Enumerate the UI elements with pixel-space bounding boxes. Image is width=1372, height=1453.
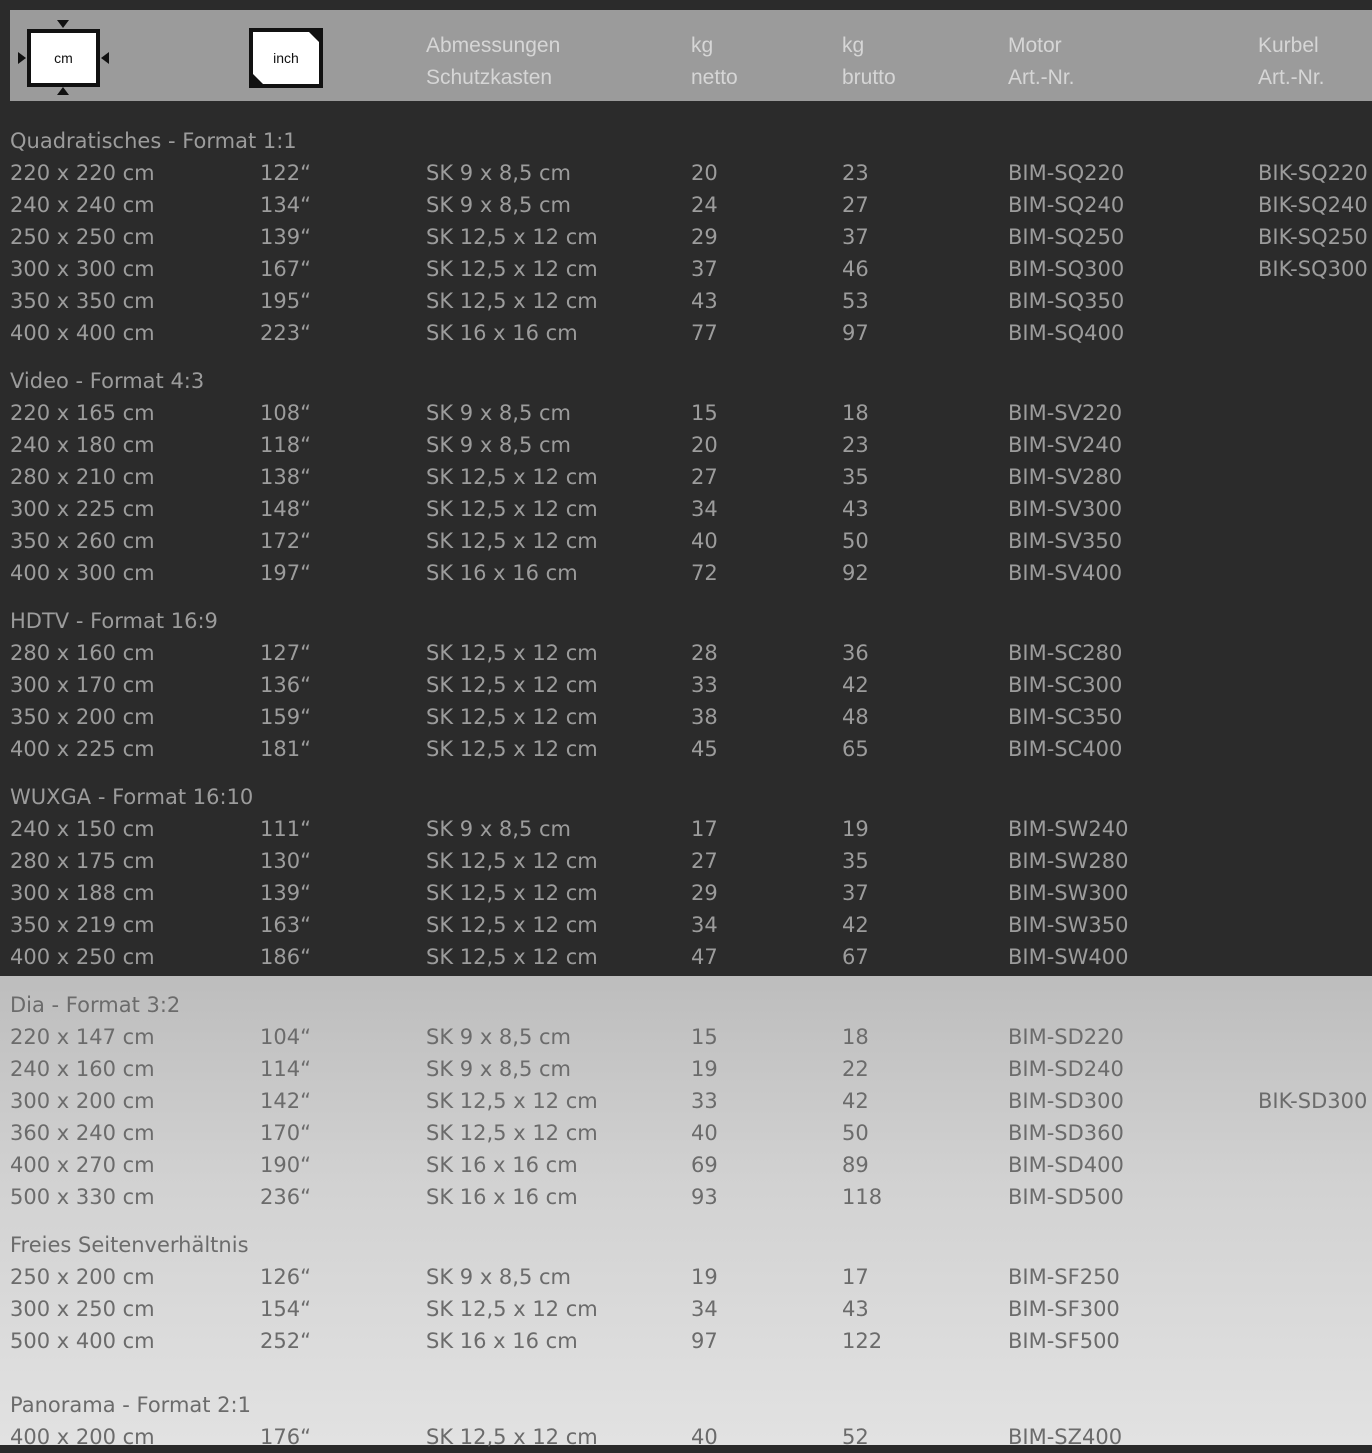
dimensions-cell: 400 x 400 cm xyxy=(10,321,155,345)
table-row xyxy=(0,557,1372,589)
dimensions-cell: 350 x 260 cm xyxy=(10,529,155,553)
crank-article-cell: BIK-SQ250 xyxy=(1258,225,1368,249)
diagonal-cell: 154“ xyxy=(260,1297,311,1321)
column-header-abmessungen: Abmessungen Schutzkasten xyxy=(426,34,561,89)
table-row xyxy=(0,525,1372,557)
housing-cell: SK 12,5 x 12 cm xyxy=(426,465,598,489)
table-row xyxy=(0,221,1372,253)
netto-weight-cell: 19 xyxy=(691,1057,718,1081)
diagonal-cell: 190“ xyxy=(260,1153,311,1177)
dimensions-cell: 280 x 175 cm xyxy=(10,849,155,873)
table-row xyxy=(0,253,1372,285)
diagonal-cell: 167“ xyxy=(260,257,311,281)
dimensions-cell: 400 x 300 cm xyxy=(10,561,155,585)
diagonal-cell: 142“ xyxy=(260,1089,311,1113)
brutto-weight-cell: 19 xyxy=(842,817,869,841)
netto-weight-cell: 45 xyxy=(691,737,718,761)
table-row xyxy=(0,877,1372,909)
housing-cell: SK 9 x 8,5 cm xyxy=(426,817,571,841)
dimensions-cell: 300 x 200 cm xyxy=(10,1089,155,1113)
diagonal-cell: 114“ xyxy=(260,1057,311,1081)
netto-weight-cell: 69 xyxy=(691,1153,718,1177)
diagonal-cell: 118“ xyxy=(260,433,311,457)
section-title: Dia - Format 3:2 xyxy=(10,993,181,1017)
brutto-weight-cell: 43 xyxy=(842,1297,869,1321)
netto-weight-cell: 15 xyxy=(691,401,718,425)
housing-cell: SK 12,5 x 12 cm xyxy=(426,497,598,521)
diagonal-cell: 159“ xyxy=(260,705,311,729)
diagonal-cell: 186“ xyxy=(260,945,311,969)
table-row xyxy=(0,189,1372,221)
table-row xyxy=(0,429,1372,461)
dimensions-cell: 240 x 180 cm xyxy=(10,433,155,457)
motor-article-cell: BIM-SQ350 xyxy=(1008,289,1125,313)
dimensions-cell: 350 x 200 cm xyxy=(10,705,155,729)
dimensions-cell: 400 x 225 cm xyxy=(10,737,155,761)
diagonal-cell: 252“ xyxy=(260,1329,311,1353)
netto-weight-cell: 40 xyxy=(691,1121,718,1145)
brutto-weight-cell: 46 xyxy=(842,257,869,281)
brutto-weight-cell: 118 xyxy=(842,1185,883,1209)
brutto-weight-cell: 17 xyxy=(842,1265,869,1289)
section-title: Video - Format 4:3 xyxy=(10,369,205,393)
brutto-weight-cell: 42 xyxy=(842,913,869,937)
diagonal-cell: 111“ xyxy=(260,817,311,841)
table-row xyxy=(0,1261,1372,1293)
dimensions-cell: 220 x 147 cm xyxy=(10,1025,155,1049)
diagonal-cell: 170“ xyxy=(260,1121,311,1145)
netto-weight-cell: 24 xyxy=(691,193,718,217)
column-header-kg-netto: kg netto xyxy=(691,34,738,89)
diagonal-cell: 130“ xyxy=(260,849,311,873)
motor-article-cell: BIM-SQ240 xyxy=(1008,193,1125,217)
housing-cell: SK 12,5 x 12 cm xyxy=(426,1121,598,1145)
diagonal-cell: 163“ xyxy=(260,913,311,937)
table-row xyxy=(0,813,1372,845)
netto-weight-cell: 77 xyxy=(691,321,718,345)
crank-article-cell: BIK-SQ240 xyxy=(1258,193,1368,217)
housing-cell: SK 12,5 x 12 cm xyxy=(426,289,598,313)
motor-article-cell: BIM-SQ400 xyxy=(1008,321,1125,345)
motor-article-cell: BIM-SZ400 xyxy=(1008,1425,1123,1449)
diagonal-cell: 136“ xyxy=(260,673,311,697)
housing-cell: SK 9 x 8,5 cm xyxy=(426,1025,571,1049)
brutto-weight-cell: 92 xyxy=(842,561,869,585)
housing-cell: SK 9 x 8,5 cm xyxy=(426,161,571,185)
table-row xyxy=(0,285,1372,317)
motor-article-cell: BIM-SF300 xyxy=(1008,1297,1120,1321)
table-row xyxy=(0,637,1372,669)
dimensions-cell: 240 x 160 cm xyxy=(10,1057,155,1081)
motor-article-cell: BIM-SW240 xyxy=(1008,817,1129,841)
housing-cell: SK 16 x 16 cm xyxy=(426,1329,578,1353)
brutto-weight-cell: 18 xyxy=(842,401,869,425)
housing-cell: SK 9 x 8,5 cm xyxy=(426,433,571,457)
brutto-weight-cell: 65 xyxy=(842,737,869,761)
housing-cell: SK 12,5 x 12 cm xyxy=(426,849,598,873)
dimensions-cell: 300 x 170 cm xyxy=(10,673,155,697)
dimensions-cell: 300 x 188 cm xyxy=(10,881,155,905)
section-title: Quadratisches - Format 1:1 xyxy=(10,129,297,153)
brutto-weight-cell: 18 xyxy=(842,1025,869,1049)
table-row xyxy=(0,157,1372,189)
motor-article-cell: BIM-SQ220 xyxy=(1008,161,1125,185)
motor-article-cell: BIM-SC400 xyxy=(1008,737,1123,761)
motor-article-cell: BIM-SV220 xyxy=(1008,401,1123,425)
diagonal-cell: 134“ xyxy=(260,193,311,217)
table-row xyxy=(0,461,1372,493)
dimensions-cell: 500 x 400 cm xyxy=(10,1329,155,1353)
dimensions-cell: 400 x 200 cm xyxy=(10,1425,155,1449)
inch-icon-label: inch xyxy=(249,28,323,88)
diagonal-cell: 195“ xyxy=(260,289,311,313)
netto-weight-cell: 20 xyxy=(691,433,718,457)
netto-weight-cell: 29 xyxy=(691,881,718,905)
column-header-kurbel: Kurbel Art.-Nr. xyxy=(1258,34,1325,89)
table-row xyxy=(0,701,1372,733)
housing-cell: SK 16 x 16 cm xyxy=(426,321,578,345)
diagonal-cell: 126“ xyxy=(260,1265,311,1289)
dimensions-cell: 350 x 350 cm xyxy=(10,289,155,313)
netto-weight-cell: 97 xyxy=(691,1329,718,1353)
dimensions-cell: 250 x 250 cm xyxy=(10,225,155,249)
housing-cell: SK 12,5 x 12 cm xyxy=(426,1297,598,1321)
brutto-weight-cell: 36 xyxy=(842,641,869,665)
brutto-weight-cell: 37 xyxy=(842,881,869,905)
diagonal-cell: 139“ xyxy=(260,881,311,905)
housing-cell: SK 16 x 16 cm xyxy=(426,1185,578,1209)
motor-article-cell: BIM-SD360 xyxy=(1008,1121,1124,1145)
motor-article-cell: BIM-SC350 xyxy=(1008,705,1123,729)
netto-weight-cell: 40 xyxy=(691,1425,718,1449)
table-row xyxy=(0,669,1372,701)
housing-cell: SK 12,5 x 12 cm xyxy=(426,673,598,697)
section-title: Panorama - Format 2:1 xyxy=(10,1393,251,1417)
housing-cell: SK 16 x 16 cm xyxy=(426,1153,578,1177)
housing-cell: SK 12,5 x 12 cm xyxy=(426,1089,598,1113)
brutto-weight-cell: 22 xyxy=(842,1057,869,1081)
diagonal-cell: 138“ xyxy=(260,465,311,489)
brutto-weight-cell: 122 xyxy=(842,1329,883,1353)
housing-cell: SK 12,5 x 12 cm xyxy=(426,1425,598,1449)
motor-article-cell: BIM-SC280 xyxy=(1008,641,1123,665)
table-row xyxy=(0,1421,1372,1453)
motor-article-cell: BIM-SQ250 xyxy=(1008,225,1125,249)
table-row xyxy=(0,1117,1372,1149)
housing-cell: SK 9 x 8,5 cm xyxy=(426,1265,571,1289)
table-row xyxy=(0,1053,1372,1085)
brutto-weight-cell: 23 xyxy=(842,161,869,185)
netto-weight-cell: 93 xyxy=(691,1185,718,1209)
netto-weight-cell: 43 xyxy=(691,289,718,313)
housing-cell: SK 12,5 x 12 cm xyxy=(426,737,598,761)
housing-cell: SK 12,5 x 12 cm xyxy=(426,705,598,729)
netto-weight-cell: 40 xyxy=(691,529,718,553)
motor-article-cell: BIM-SF500 xyxy=(1008,1329,1120,1353)
dimensions-cell: 350 x 219 cm xyxy=(10,913,155,937)
crank-article-cell: BIK-SD300 xyxy=(1258,1089,1368,1113)
netto-weight-cell: 34 xyxy=(691,1297,718,1321)
motor-article-cell: BIM-SW280 xyxy=(1008,849,1129,873)
dimensions-cell: 250 x 200 cm xyxy=(10,1265,155,1289)
dimensions-cell: 280 x 210 cm xyxy=(10,465,155,489)
housing-cell: SK 12,5 x 12 cm xyxy=(426,257,598,281)
brutto-weight-cell: 48 xyxy=(842,705,869,729)
diagonal-cell: 104“ xyxy=(260,1025,311,1049)
housing-cell: SK 12,5 x 12 cm xyxy=(426,913,598,937)
housing-cell: SK 9 x 8,5 cm xyxy=(426,1057,571,1081)
netto-weight-cell: 20 xyxy=(691,161,718,185)
netto-weight-cell: 47 xyxy=(691,945,718,969)
netto-weight-cell: 28 xyxy=(691,641,718,665)
brutto-weight-cell: 50 xyxy=(842,529,869,553)
table-row xyxy=(0,317,1372,349)
netto-weight-cell: 17 xyxy=(691,817,718,841)
motor-article-cell: BIM-SD400 xyxy=(1008,1153,1124,1177)
dimensions-cell: 300 x 250 cm xyxy=(10,1297,155,1321)
dimensions-cell: 300 x 225 cm xyxy=(10,497,155,521)
netto-weight-cell: 37 xyxy=(691,257,718,281)
motor-article-cell: BIM-SD300 xyxy=(1008,1089,1124,1113)
motor-article-cell: BIM-SF250 xyxy=(1008,1265,1120,1289)
netto-weight-cell: 33 xyxy=(691,1089,718,1113)
dimensions-cell: 500 x 330 cm xyxy=(10,1185,155,1209)
column-header-motor: Motor Art.-Nr. xyxy=(1008,34,1075,89)
motor-article-cell: BIM-SW350 xyxy=(1008,913,1129,937)
motor-article-cell: BIM-SW300 xyxy=(1008,881,1129,905)
motor-article-cell: BIM-SV400 xyxy=(1008,561,1123,585)
netto-weight-cell: 29 xyxy=(691,225,718,249)
brutto-weight-cell: 53 xyxy=(842,289,869,313)
diagonal-cell: 148“ xyxy=(260,497,311,521)
netto-weight-cell: 27 xyxy=(691,465,718,489)
brutto-weight-cell: 23 xyxy=(842,433,869,457)
brutto-weight-cell: 67 xyxy=(842,945,869,969)
brutto-weight-cell: 37 xyxy=(842,225,869,249)
netto-weight-cell: 34 xyxy=(691,913,718,937)
netto-weight-cell: 15 xyxy=(691,1025,718,1049)
table-row xyxy=(0,1293,1372,1325)
table-row xyxy=(0,493,1372,525)
dimensions-cell: 220 x 220 cm xyxy=(10,161,155,185)
netto-weight-cell: 33 xyxy=(691,673,718,697)
housing-cell: SK 12,5 x 12 cm xyxy=(426,529,598,553)
netto-weight-cell: 19 xyxy=(691,1265,718,1289)
brutto-weight-cell: 42 xyxy=(842,1089,869,1113)
table-row xyxy=(0,1325,1372,1357)
dimensions-cell: 280 x 160 cm xyxy=(10,641,155,665)
section-title: HDTV - Format 16:9 xyxy=(10,609,218,633)
brutto-weight-cell: 35 xyxy=(842,849,869,873)
diagonal-cell: 236“ xyxy=(260,1185,311,1209)
table-row xyxy=(0,1085,1372,1117)
diagonal-cell: 223“ xyxy=(260,321,311,345)
motor-article-cell: BIM-SV240 xyxy=(1008,433,1123,457)
dimensions-cell: 300 x 300 cm xyxy=(10,257,155,281)
motor-article-cell: BIM-SD240 xyxy=(1008,1057,1124,1081)
section-title: Freies Seitenverhältnis xyxy=(10,1233,249,1257)
diagonal-cell: 139“ xyxy=(260,225,311,249)
diagonal-cell: 108“ xyxy=(260,401,311,425)
motor-article-cell: BIM-SD500 xyxy=(1008,1185,1124,1209)
netto-weight-cell: 34 xyxy=(691,497,718,521)
cm-icon-label: cm xyxy=(27,29,100,87)
housing-cell: SK 9 x 8,5 cm xyxy=(426,193,571,217)
diagonal-cell: 172“ xyxy=(260,529,311,553)
table-row xyxy=(0,733,1372,765)
column-header-kg-brutto: kg brutto xyxy=(842,34,896,89)
diagonal-cell: 181“ xyxy=(260,737,311,761)
housing-cell: SK 9 x 8,5 cm xyxy=(426,401,571,425)
housing-cell: SK 12,5 x 12 cm xyxy=(426,881,598,905)
housing-cell: SK 12,5 x 12 cm xyxy=(426,945,598,969)
housing-cell: SK 16 x 16 cm xyxy=(426,561,578,585)
brutto-weight-cell: 35 xyxy=(842,465,869,489)
motor-article-cell: BIM-SV280 xyxy=(1008,465,1123,489)
dimensions-cell: 240 x 240 cm xyxy=(10,193,155,217)
diagonal-cell: 122“ xyxy=(260,161,311,185)
dimensions-cell: 400 x 270 cm xyxy=(10,1153,155,1177)
netto-weight-cell: 38 xyxy=(691,705,718,729)
brutto-weight-cell: 97 xyxy=(842,321,869,345)
motor-article-cell: BIM-SQ300 xyxy=(1008,257,1125,281)
table-row xyxy=(0,845,1372,877)
brutto-weight-cell: 50 xyxy=(842,1121,869,1145)
motor-article-cell: BIM-SW400 xyxy=(1008,945,1129,969)
diagonal-cell: 176“ xyxy=(260,1425,311,1449)
table-row xyxy=(0,397,1372,429)
table-row xyxy=(0,1181,1372,1213)
motor-article-cell: BIM-SD220 xyxy=(1008,1025,1124,1049)
dimensions-cell: 400 x 250 cm xyxy=(10,945,155,969)
brutto-weight-cell: 52 xyxy=(842,1425,869,1449)
motor-article-cell: BIM-SV350 xyxy=(1008,529,1123,553)
table-row xyxy=(0,1149,1372,1181)
table-row xyxy=(0,909,1372,941)
table-row xyxy=(0,941,1372,973)
housing-cell: SK 12,5 x 12 cm xyxy=(426,641,598,665)
brutto-weight-cell: 42 xyxy=(842,673,869,697)
table-row xyxy=(0,1021,1372,1053)
motor-article-cell: BIM-SV300 xyxy=(1008,497,1123,521)
netto-weight-cell: 72 xyxy=(691,561,718,585)
diagonal-cell: 197“ xyxy=(260,561,311,585)
netto-weight-cell: 27 xyxy=(691,849,718,873)
brutto-weight-cell: 89 xyxy=(842,1153,869,1177)
brutto-weight-cell: 27 xyxy=(842,193,869,217)
dimensions-cell: 360 x 240 cm xyxy=(10,1121,155,1145)
brutto-weight-cell: 43 xyxy=(842,497,869,521)
motor-article-cell: BIM-SC300 xyxy=(1008,673,1123,697)
section-title: WUXGA - Format 16:10 xyxy=(10,785,254,809)
housing-cell: SK 12,5 x 12 cm xyxy=(426,225,598,249)
crank-article-cell: BIK-SQ300 xyxy=(1258,257,1368,281)
dimensions-cell: 240 x 150 cm xyxy=(10,817,155,841)
crank-article-cell: BIK-SQ220 xyxy=(1258,161,1368,185)
dimensions-cell: 220 x 165 cm xyxy=(10,401,155,425)
diagonal-cell: 127“ xyxy=(260,641,311,665)
